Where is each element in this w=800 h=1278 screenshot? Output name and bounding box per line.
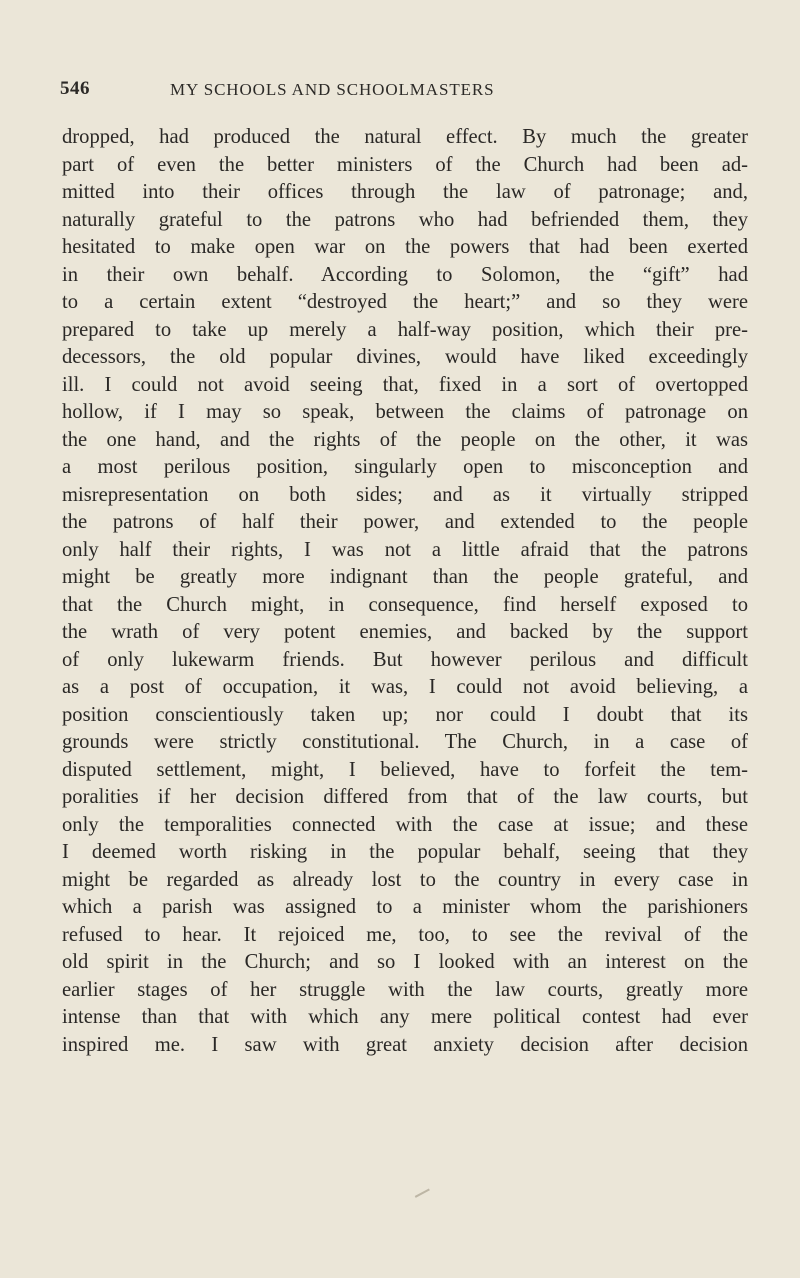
text-line: might be regarded as already lost to the country in every case in xyxy=(62,868,748,891)
text-line: prepared to take up merely a half-way position, which their pre- xyxy=(62,318,748,341)
text-line: decessors, the old popular divines, would have liked exceedingly xyxy=(62,346,748,368)
text-line: the wrath of very potent enemies, and backed by the support xyxy=(62,621,748,643)
text-line: hollow, if I may so speak, between the claims of patronage on xyxy=(62,401,748,423)
text-line: poralities if her decision differed from that of the law courts, but xyxy=(62,786,748,808)
running-title: MY SCHOOLS AND SCHOOLMASTERS xyxy=(170,80,495,99)
text-line: intense than that with which any mere political contest had ever xyxy=(62,1006,748,1028)
text-line: which a parish was assigned to a minister whom the parishioners xyxy=(62,896,748,918)
text-line: only the temporalities connected with the case at issue; and these xyxy=(62,813,748,836)
text-line: the patrons of half their power, and extended to the people xyxy=(62,511,748,533)
text-line: hesitated to make open war on the powers that had been exerted xyxy=(62,236,748,258)
text-line: inspired me. I saw with great anxiety decision after decision xyxy=(62,1033,748,1056)
text-line: earlier stages of her struggle with the law courts, greatly more xyxy=(62,978,748,1001)
text-line: might be greatly more indignant than the people grateful, and xyxy=(62,566,748,588)
text-line: in their own behalf. According to Solomon, the “gift” had xyxy=(62,263,748,286)
text-line: of only lukewarm friends. But however perilous and difficult xyxy=(62,648,748,671)
running-head xyxy=(60,78,750,108)
text-line: naturally grateful to the patrons who had befriended them, they xyxy=(62,208,748,231)
text-line: as a post of occupation, it was, I could not avoid believing, a xyxy=(62,676,748,698)
text-line: ill. I could not avoid seeing that, fixed in a sort of overtopped xyxy=(62,373,748,396)
text-line: old spirit in the Church; and so I looked with an interest on the xyxy=(62,951,748,973)
text-line: grounds were strictly constitutional. The Church, in a case of xyxy=(62,731,748,753)
text-line: that the Church might, in consequence, find herself exposed to xyxy=(62,593,748,616)
text-line: I deemed worth risking in the popular behalf, seeing that they xyxy=(62,841,748,863)
text-line: dropped, had produced the natural effect. By much the greater xyxy=(62,126,748,148)
text-line: part of even the better ministers of the Church had been ad- xyxy=(62,153,748,176)
body-text xyxy=(62,124,748,1059)
text-line: a most perilous position, singularly open to misconception and xyxy=(62,456,748,478)
text-line: mitted into their offices through the law of patronage; and, xyxy=(62,181,748,203)
page-number: 546 xyxy=(60,78,90,99)
text-line: the one hand, and the rights of the people on the other, it was xyxy=(62,428,748,451)
text-line: refused to hear. It rejoiced me, too, to see the revival of the xyxy=(62,923,748,946)
text-line: misrepresentation on both sides; and as it virtually stripped xyxy=(62,483,748,506)
text-line: only half their rights, I was not a little afraid that the patrons xyxy=(62,538,748,561)
text-line: to a certain extent “destroyed the heart;” and so they were xyxy=(62,291,748,313)
text-line: position conscientiously taken up; nor could I doubt that its xyxy=(62,703,748,726)
text-line: disputed settlement, might, I believed, have to forfeit the tem- xyxy=(62,758,748,781)
stray-ink-mark xyxy=(415,1189,431,1201)
